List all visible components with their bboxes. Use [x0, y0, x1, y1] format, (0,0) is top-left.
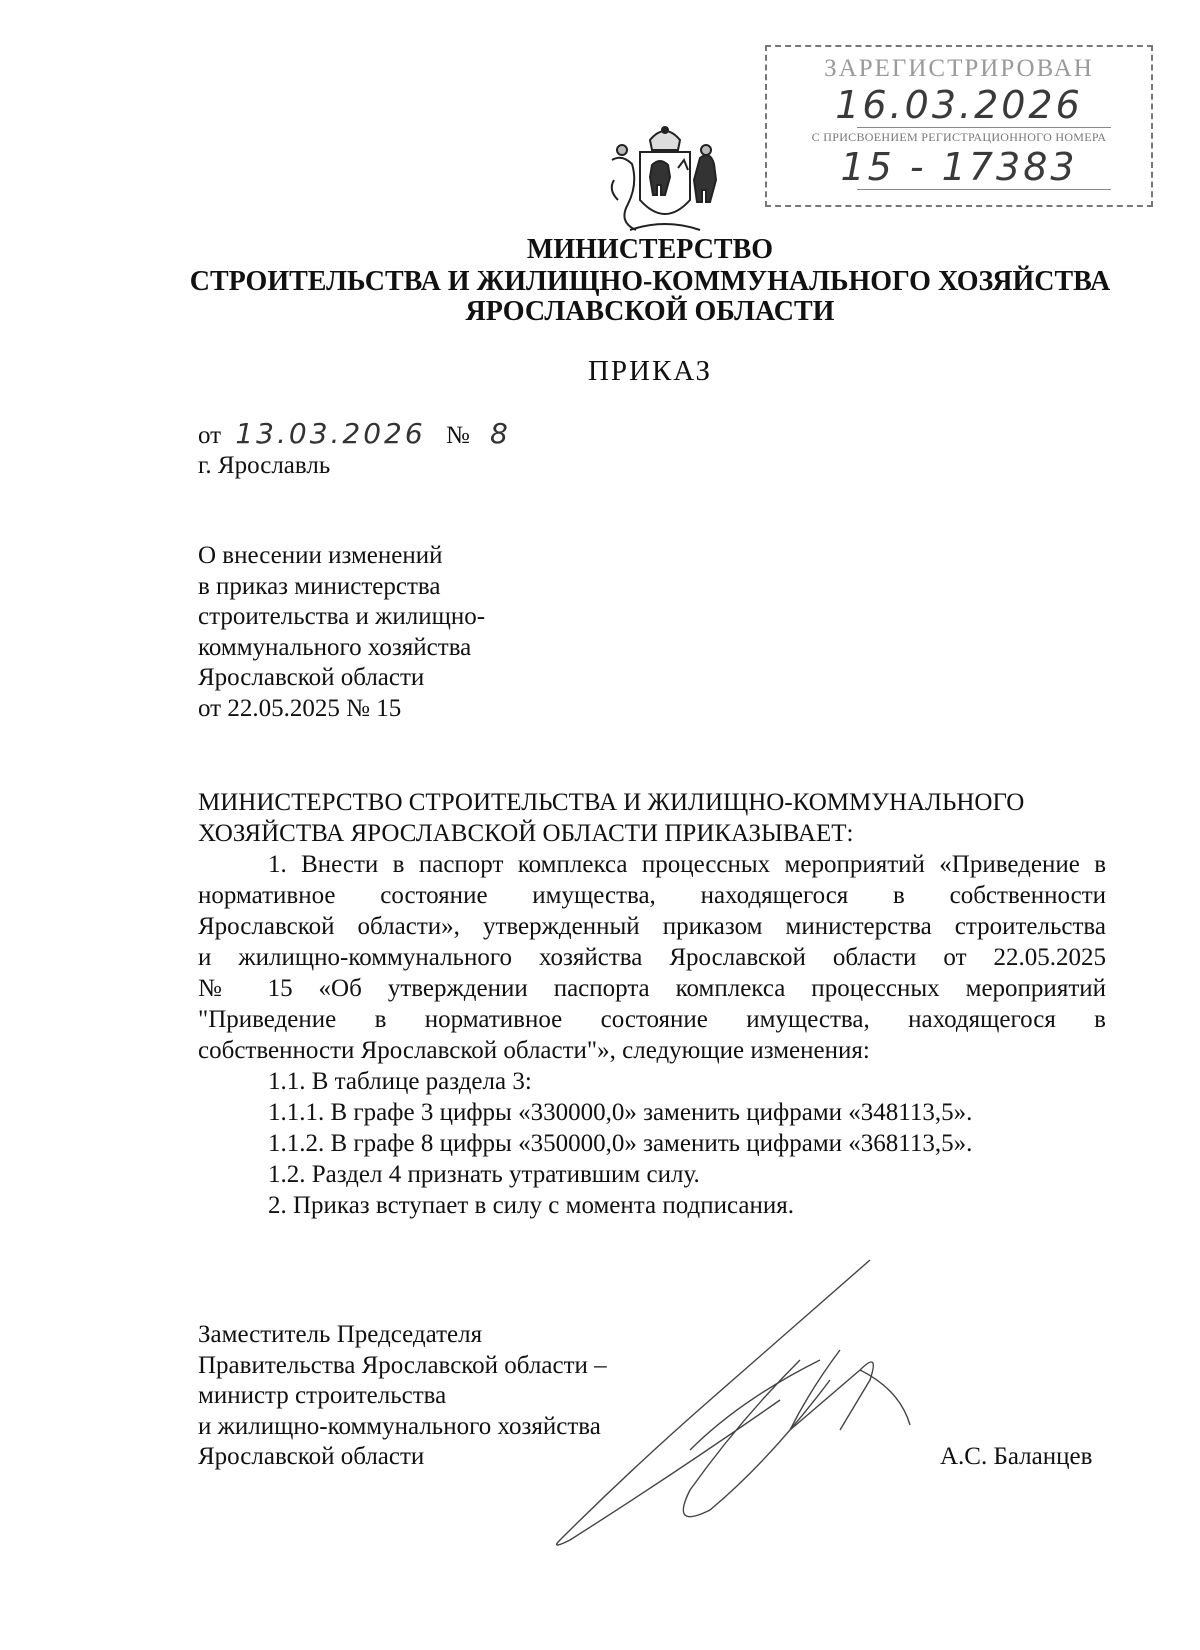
item-1-line: 1. Внести в паспорт комплекса процессных мероприятий «Приведение в	[268, 851, 1106, 878]
item-1-line: Ярославской области», утвержденный приказом министерства строительства	[198, 913, 1106, 940]
subject-line: в приказ министерства	[198, 572, 441, 600]
position-line: министр строительства	[198, 1382, 447, 1409]
coat-of-arms-icon	[600, 120, 730, 238]
ministry-title-line-3: ЯРОСЛАВСКОЙ ОБЛАСТИ	[465, 296, 835, 327]
item-1-line: "Приведение в нормативное состояние имущества, находящегося в	[198, 1006, 1106, 1033]
item-1-1: 1.1. В таблице раздела 3:	[268, 1068, 532, 1095]
item-2: 2. Приказ вступает в силу с момента подписания.	[268, 1192, 794, 1219]
order-body	[198, 787, 1106, 1221]
document-type: ПРИКАЗ	[587, 355, 713, 387]
subject-line: от 22.05.2025 № 15	[198, 694, 402, 722]
subject-line: О внесении изменений	[198, 542, 443, 569]
stamp-date: 16.03.2026	[835, 83, 1083, 127]
city: г. Ярославль	[198, 452, 331, 479]
position-line: Правительства Ярославской области –	[198, 1351, 607, 1379]
order-date-line	[198, 418, 511, 451]
stamp-title: ЗАРЕГИСТРИРОВАН	[824, 55, 1094, 82]
item-1-line: нормативное состояние имущества, находящегося в собственности	[198, 882, 1106, 909]
item-1-line: собственности Ярославской области"», следующие изменения:	[198, 1037, 870, 1064]
handwritten-signature	[540, 1250, 940, 1560]
item-1-line: № 15 «Об утверждении паспорта комплекса процессных мероприятий	[198, 975, 1106, 1002]
subject-line: коммунального хозяйства	[198, 633, 472, 661]
stamp-number: 15 - 17383	[840, 145, 1078, 189]
item-1-1-2: 1.1.2. В графе 8 цифры «350000,0» заменить цифрами «368113,5».	[268, 1130, 973, 1157]
order-subject	[198, 540, 538, 723]
order-number: 8	[490, 417, 511, 450]
item-1-1-1: 1.1.1. В графе 3 цифры «330000,0» заменить цифрами «348113,5».	[268, 1099, 973, 1126]
subject-line: строительства и жилищно-	[198, 603, 486, 630]
from-label: от	[198, 422, 222, 449]
stamp-divider	[857, 127, 1111, 128]
item-1-2: 1.2. Раздел 4 признать утратившим силу.	[268, 1161, 700, 1188]
ministry-title-line-2: СТРОИТЕЛЬСТВА И ЖИЛИЩНО-КОММУНАЛЬНОГО ХОЗЯЙСТВА	[189, 266, 1111, 297]
item-1-line: и жилищно-коммунального хозяйства Ярославской области от 22.05.2025	[198, 944, 1106, 971]
subject-line: Ярославской области	[198, 664, 425, 691]
position-line: Заместитель Председателя	[198, 1321, 483, 1348]
position-line: Ярославской области	[198, 1443, 425, 1470]
number-label: №	[445, 422, 470, 449]
preamble-line: ХОЗЯЙСТВА ЯРОСЛАВСКОЙ ОБЛАСТИ ПРИКАЗЫВАЕТ:	[198, 820, 854, 847]
stamp-subtitle: С ПРИСВОЕНИЕМ РЕГИСТРАЦИОННОГО НОМЕРА	[811, 130, 1107, 144]
order-date: 13.03.2026	[235, 417, 426, 450]
signatory-name: А.С. Баланцев	[940, 1443, 1093, 1470]
position-line: и жилищно-коммунального хозяйства	[198, 1412, 601, 1440]
registration-stamp	[765, 45, 1153, 207]
stamp-divider	[857, 189, 1111, 190]
ministry-title-line-1: МИНИСТЕРСТВО	[526, 234, 774, 265]
preamble-line: МИНИСТЕРСТВО СТРОИТЕЛЬСТВА И ЖИЛИЩНО-КОММУНАЛЬНОГО	[198, 789, 1025, 816]
